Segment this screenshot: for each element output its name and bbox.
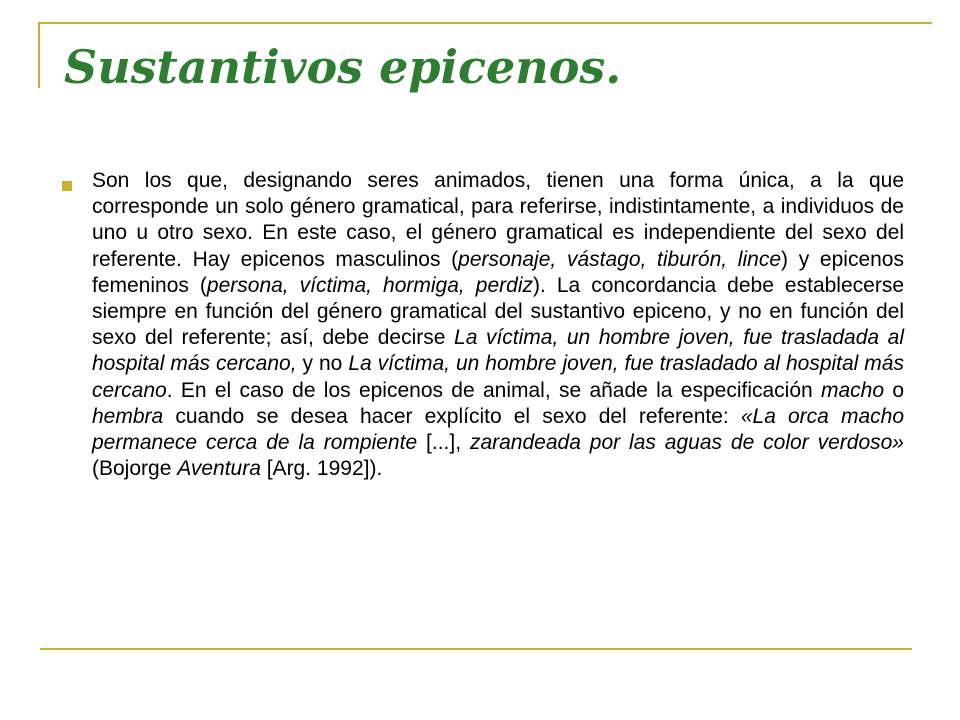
square-bullet-icon	[62, 181, 72, 191]
italic-segment: La víctima, un hombre joven, fue trasladado al hospital más cercano	[92, 352, 904, 402]
italic-segment: La víctima, un hombre joven, fue trasladada al hospital más cercano,	[92, 326, 904, 376]
text-segment: ) y epicenos femeninos (	[92, 247, 904, 297]
frame-top-line	[40, 22, 932, 24]
text-segment: [...],	[417, 431, 470, 455]
slide-title: Sustantivos epicenos.	[64, 40, 622, 94]
text-segment: y no	[296, 352, 349, 376]
text-segment: . En el caso de los epicenos de animal, se añade la especificación	[166, 378, 821, 402]
italic-segment: «La orca macho permanece cerca de la rompiente	[92, 404, 904, 455]
text-segment: cuando se desea hacer explícito el sexo del referente:	[163, 404, 741, 428]
bullet-paragraph	[92, 168, 904, 482]
italic-segment: personaje, vástago, tiburón, lince	[458, 247, 781, 271]
italic-segment: macho	[821, 378, 885, 402]
text-segment: Son los que, designando seres animados, tienen una forma única, a la que corresponde un solo género gramatical, para referirse, indistintamente, a individuos de uno u otro sexo. En este caso, el género gramatical es independiente del sexo del referente. Hay epicenos masculinos (	[92, 169, 904, 271]
italic-segment: Aventura	[177, 457, 261, 481]
frame-left-line	[38, 22, 40, 88]
text-segment: [Arg. 1992]).	[260, 457, 383, 481]
italic-segment: zarandeada por las aguas de color verdoso»	[469, 431, 904, 455]
italic-segment: persona, víctima, hormiga, perdiz	[206, 273, 533, 297]
text-segment: o	[884, 378, 905, 402]
text-segment: (Bojorge	[92, 457, 178, 481]
text-segment: ). La concordancia debe establecerse siempre en función del género gramatical del sustantivo epiceno, y no en función del sexo del referente; así, debe decirse	[92, 273, 904, 350]
frame-bottom-line	[40, 648, 912, 650]
italic-segment: hembra	[92, 404, 164, 428]
